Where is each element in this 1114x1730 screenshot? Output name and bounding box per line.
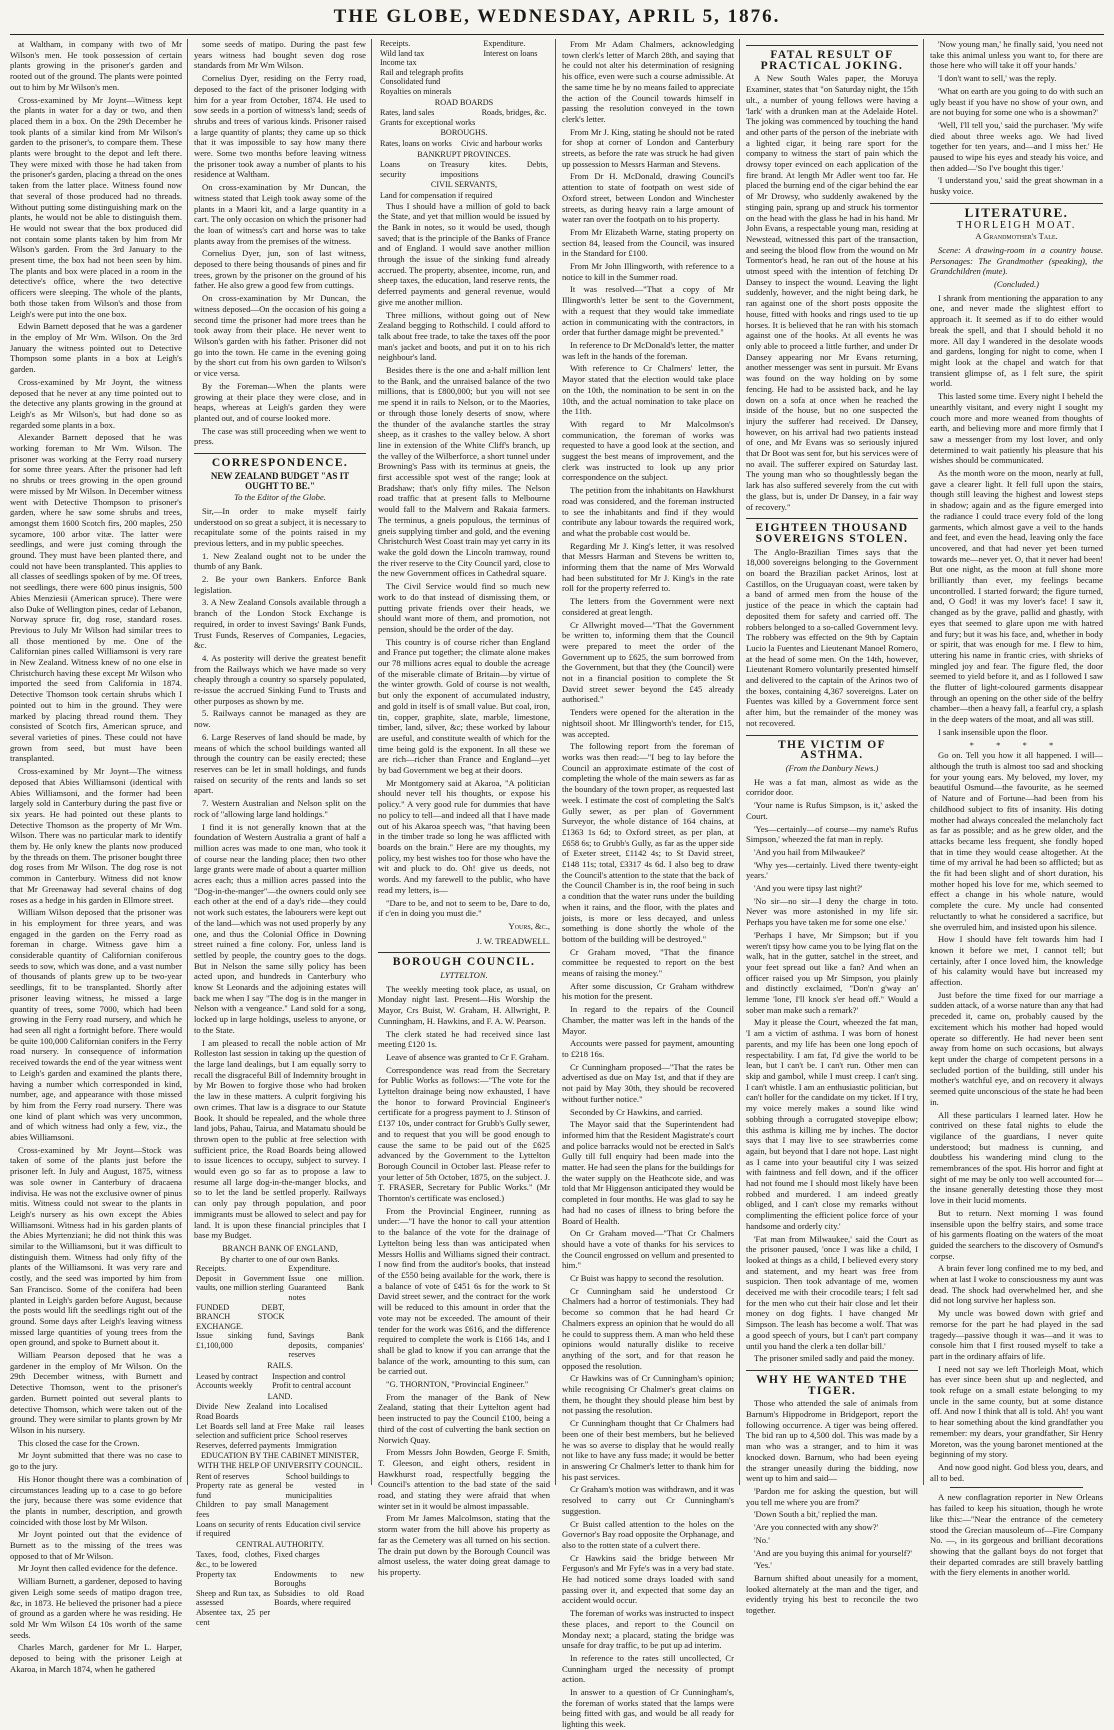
- paragraph: 'Yes—certainly—of course—my name's Rufus Simpson,' wheezed the fat man in reply.: [746, 823, 918, 845]
- table-cell: Endowments to new Boroughs: [274, 1569, 364, 1589]
- paragraph: It was resolved—"That a copy of Mr Illingworth's letter be sent to the Government, with a request that they would take immediate action in communicating with the contractors, in order that further damage might be prevented.": [562, 284, 734, 338]
- paragraph: Those who attended the sale of animals from Barnum's Hippodrome in Bridgeport, report the following occurrence. A tiger was being offered. The bid ran up to 4,500 dol. This was made by a man who was a stranger, and to him it was knocked down. Barnum, who had been eyeing the stranger uneasily during the bidding, now went up to him and said—: [746, 1398, 918, 1484]
- letter-sign-off: Yours, &c.,: [508, 920, 550, 931]
- paragraph: In reference to the rates still uncollected, Cr Cunningham urged the necessity of prompt action.: [562, 1652, 734, 1685]
- paragraph: The case was still proceeding when we went to press.: [194, 425, 366, 447]
- letter-salutation: To the Editor of the Globe.: [234, 492, 326, 503]
- paragraph: With regard to Mr Malcolmson's communication, the foreman of works was requested to have a good look at the section, and suggest the best means of improvement, and the clerk was instructed to look up any prior correspondence on the subject.: [562, 418, 734, 483]
- paragraph: Three millions, without going out of New Zealand begging to Rothschild. I could afford to talk about free trade, to take the taxes off the poor man's jacket and boots, and put it on to his rich neighbour's land.: [378, 309, 550, 363]
- table-cell: Issue one million. Guaranteed Bank notes: [288, 1273, 364, 1302]
- paragraph: Cr Hawkins was of Cr Cunningham's opinion; while recognising Cr Chalmer's great claims on them, he thought they should please him best by not passing the resolution.: [562, 1373, 734, 1416]
- table-cell: [481, 87, 550, 97]
- table-cell: Leased by contract: [196, 1371, 258, 1381]
- paragraph: The following report from the foreman of works was then read:—"I beg to lay before the Council an approximate estimate of the cost of completing the whole of the main sewers as far as the boundary of the town proper, as requested last week. I estimate the cost of completing the Salt's Gully sewer, as per plan of Government Surveyor, the whole distance of 164 chains, at £1363 1s 6d; to Oxford street, as per plan, at £658 6s; to Grubb's Gully, as far as the upper side of Exeter street, £1142 4s; to St David street, £148 11s; total, £3317 4s 6d. I also beg to draw the Council's attention to the state that the back of the Council Chamber is in, the roof being in such a condition that the water runs under the building when it rains, and the floor, with the plates and joists, is more or less decayed, and unless something is done shortly the whole of the bottom of the building will be destroyed.": [562, 741, 734, 944]
- paragraph: 'Your name is Rufus Simpson, is it,' asked the Court.: [746, 800, 918, 821]
- paragraph: 1. New Zealand ought not to be under the thumb of any Bank.: [194, 550, 366, 572]
- borough-location: LYTTELTON.: [440, 970, 488, 981]
- paragraph: The prisoner smiled sadly and paid the money.: [754, 1353, 915, 1364]
- columns: [10, 39, 1104, 1730]
- paragraph: With reference to Cr Chalmers' letter, the Mayor stated that the election would take place on the 10th, the nomination to be sent in on the 10th, and the actual nomination to take place on the 11th.: [562, 363, 734, 417]
- table-row: [194, 1570, 366, 1589]
- paragraph: How I should have felt towards him had I known it before we met, I cannot tell; but certainly, after I once loved him, the knowledge of his calamity would have but increased my affection.: [930, 934, 1103, 988]
- account-table: [194, 1391, 366, 1451]
- table-cell: FUNDED DEBT, BRANCH STOCK EXCHANGE.: [196, 1302, 285, 1331]
- paragraph: Thus I should have a million of gold to back the State, and yet that million would be issued by the Bank in notes, so it would be used, though saved; that is the principle of the Banks of France and of England. I would save another million through the issue of the sinking fund already accrued. The property, absentee, income, run, and sheep taxes, the education, land reserve rents, the deferred payments and general revenue, would give me another million.: [378, 200, 550, 307]
- account-table: [378, 39, 550, 97]
- paragraph: I need not say we left Thorleigh Moat, which has ever since been shut up and neglected, and took refuge on a small estate belonging to my uncle in the same county, but at some distance off. And now I think that all is told. Ah! you want to hear something about the kind grandfather you remember: my dears, your grandfather, Sir Henry Moreton, was the young baronet mentioned at the beginning of my story.: [930, 1363, 1103, 1460]
- table-cell: Property tax: [196, 1569, 237, 1579]
- letter-title: NEW ZEALAND BUDGET "AS IT OUGHT TO BE.": [210, 470, 350, 492]
- paragraph: Cornelius Dyer, jun, son of last witness, deposed to there being thousands of pines and fir trees, grown by the prisoner on the ground of his father. He also grew a good few from cuttings.: [194, 248, 366, 291]
- paragraph: Cr Cunningham said he understood Cr Chalmers had a horror of testimonials. They had become so common that he had heard Cr Chalmers express an opinion that he would do all he could to suppress them. A man who held these opinions would naturally dislike to receive anything of the sort, and for that reason he opposed the resolution.: [562, 1285, 734, 1371]
- table-cell: Property rate as general fund: [196, 1481, 282, 1500]
- paragraph: A brain fever long confined me to my bed, and when at last I woke to consciousness my aunt was dead. The shock had overwhelmed her, and she did not long survive her hapless son.: [930, 1263, 1103, 1306]
- table-row: [194, 1441, 366, 1451]
- paragraph: From Mr John Illingworth, with reference to a notice to kill in the Summer road.: [562, 261, 734, 282]
- heading-wanted-tiger: WHY HE WANTED THE TIGER.: [746, 1370, 918, 1396]
- paragraph: This closed the case for the Crown.: [18, 1437, 140, 1448]
- paragraph: The Anglo-Brazilian Times says that the 18,000 sovereigns belonging to the Government on board the Brazilian packet Arinos, lost at Castillos, on the Uruguayan coast, were taken by a band of armed men from the house of the justice of the peace in which the captain had deposited them for safety and carried off. The robbers belonged to a so-called Government levy. The robbery was effected on the 9th by Captain Lucio la Fuentes and Lieutenant Manoel Romero, at the head of some men. On the 14th, however, Lieutenant Romero voluntarily presented himself and delivered to the captain of the Arinos two of the boxes, containing 4,367 sovereigns. Later on Fuentes was killed by a Government force sent after him, but the remainder of the money was not recovered.: [746, 546, 918, 728]
- table-cell: School buildings to: [285, 1471, 350, 1481]
- table-heading: BANKRUPT PROVINCES.: [417, 149, 511, 159]
- table-cell: Rail and telegraph profits: [380, 67, 464, 77]
- column-5: [746, 39, 924, 1616]
- table-heading: CENTRAL AUTHORITY.: [236, 1539, 324, 1549]
- table-row: [378, 160, 550, 179]
- masthead: THE GLOBE, WEDNESDAY, APRIL 5, 1876.: [10, 0, 1104, 35]
- article-sovereigns-stolen: [746, 547, 918, 729]
- paragraph: A New South Wales paper, the Moruya Examiner, states that "on Saturday night, the 15th ult., a number of young fellows were having a 'lark' with a drunken man at the Adelaide Hotel. The joking was commenced by touching the hand and other parts of the person of the inebriate with a lighted cigar, it being rare sport for the company to witness the start of pain which the drowsy toper evinced on each application of the fire brand. At length Mr Adler went too far. He placed the burning end of the cigar behind the ear of Mr Drowsy, who suddenly awakened by the stinging pain, sprang up and struck his tormentor on the head with the glass he had in his hand. Mr John Evans, a respectable young man, residing at Newstead, witnessed this part of the transaction, and seeing the blood flow from the wound on Mr Tormentor's head, he ran out of the house at his utmost speed with the intention of fetching Dr Dansey to inspect the wound. Leaving the light suddenly, however, and the night being dark, he ran against one of the short posts opposite the house, fitted with hooks and rings used to tie up horses. It is believed that he ran with his stomach against one of the hooks. At all events he was only able to proceed a little further, and under Dr Dansey appearing nor Mr Evans returning, another messenger was sent in pursuit. Mr Evans was found on the way holding on by some fencing. He had to be assisted back, and he lay down on a sofa at once when he reached the inside of the house, but no one suspected the injury the sufferer had received. Dr Dansey, however, on his arrival had two patients instead of one, and Mr Evans was so seriously injured that Dr Boot was sent for, but his services were of no avail. The sufferer expired on Saturday last. The young man who so thoughtlessly began the lark has also suffered severely from the cut with the glass, but is, under Dr Dansey, in a fair way of recovery.": [746, 73, 918, 512]
- paragraph: On Cr Graham moved—"That Cr Chalmers should have a vote of thanks for his services to the Council engrossed on vellum and presented to him.": [562, 1228, 734, 1271]
- table-heading: LAND.: [267, 1391, 293, 1401]
- paragraph: The weekly meeting took place, as usual, on Monday night last. Present—His Worship the Mayor, Crs Buist, W. Graham, H. Allwright, P. Cunningham, H. Hawkins, and F. A. W. Pearson.: [378, 983, 550, 1026]
- account-table: [194, 1360, 366, 1391]
- article-wanted-tiger: [746, 1398, 918, 1615]
- paragraph: 4. As posterity will derive the greatest benefit from the Railways which we have made so very cheaply through a country so sparsely populated, re-issue the accrued Sinking Fund to Trusts and other purposes as shown by me.: [194, 652, 366, 706]
- budget-tables: [194, 1243, 366, 1627]
- budget-tables-continued: [378, 39, 550, 201]
- table-cell: Expenditure.: [288, 1264, 331, 1274]
- paragraph: Edwin Barnett deposed that he was a gardener in the employ of Mr Wm. Wilson. On the 3rd January the witness pointed out to Detective Thompson some plants in a box at Leigh's garden.: [10, 321, 182, 375]
- table-row: [194, 1520, 366, 1539]
- paragraph: 'No.': [754, 1534, 770, 1545]
- letter-body: [194, 506, 366, 1241]
- table-cell: Treasury kites. Debts, impositions: [440, 160, 548, 179]
- table-heading: RAILS.: [267, 1361, 293, 1371]
- table-cell: Absentee tax, 25 per cent: [196, 1607, 271, 1627]
- table-cell: Receipts.: [196, 1264, 227, 1274]
- table-row: [378, 58, 550, 68]
- table-heading: ROAD BOARDS: [434, 97, 494, 107]
- paragraph: William Pearson deposed that he was a gardener in the employ of Mr Wilson. On the 29th December witness, with Burnett and Detective Thomson, went to the prisoner's garden. Burnett pointed out several plants to detective Thomson, which were taken out of the ground. They were similar to plants grown by Mr Wilson in his nursery.: [10, 1350, 182, 1435]
- paragraph: May it please the Court, wheezed the fat man, 'I am a victim of asthma. I was born of honest parents, and my life has been one long epoch of respectability. I am fat, I'd give the world to be lean, but I can't be. I can't run. Other men can skip and gambol, while I must creep. I can't sing. I can't whistle. I am an enthusiastic politician, but can't holler for the candidate on my ticket. If I try, my voice merely makes a sound like wind sobbing through a corrugated stovepipe elbow; this asthma is killing me by inches. The doctor says that I may live to see strawberries come again, but beyond that I dare not hope. Last night as I came into your beautiful city I was seized with faintness and fell down, and if the officer had not found me I should most likely have been robbed and murdered. I am indeed greatly obliged, and I can't close my remarks without complimenting the efficient police force of your handsome and orderly city.': [746, 1017, 918, 1231]
- table-heading: BOROUGHS.: [440, 128, 488, 138]
- table-row: [194, 1402, 366, 1421]
- table-cell: Roads, bridges, &c.: [481, 108, 547, 118]
- paragraph: some seeds of matipo. During the past few years witness had bought seven dog rose standards from Mr Wm Wilson.: [194, 39, 366, 71]
- table-row: [378, 49, 550, 59]
- paragraph: 'Pardon me for asking the question, but will you tell me where you are from?': [746, 1486, 918, 1507]
- paragraph: "Dare to be, and not to seem to be, Dare to do, if c'en in doing you must die.": [378, 897, 550, 919]
- paragraph: Mr Joynt then called evidence for the defence.: [18, 1563, 178, 1574]
- table-row: [194, 1500, 366, 1519]
- story-subtitle: A Grandmother's Tale.: [975, 231, 1058, 242]
- paragraph: Go on. Tell you how it all happened. I will—although the truth is almost too sad and shocking for your young ears. My beloved, my lover, my beautiful Osmund—the favourite, as he seemed of Nature and of Fortune—had been from his childhood subject to fits of insanity. His doting mother had always concealed the melancholy fact as far as possible; and as he grew older, and the attacks became less frequent, she fondly hoped that in time they would cease altogether. At the time of my arrival he had been so afflicted; but as the fit had been slight and of short duration, his mother hoped his love for me, which seemed to effect a change in his whole nature, would complete the cure. My uncle had consented reluctantly to what he considered a sacrifice, but she overruled him, and insisted upon his silence.: [930, 750, 1103, 932]
- section-heading-literature: LITERATURE.: [930, 203, 1103, 219]
- borough-council-report: [378, 984, 550, 1578]
- table-cell: [481, 77, 550, 87]
- table-cell: Loans on security of rents if required: [196, 1519, 282, 1539]
- table-row: [194, 1550, 366, 1569]
- paragraph: 5. Railways cannot be managed as they are now.: [194, 708, 366, 730]
- heading-fatal-joking: FATAL RESULT OF PRACTICAL JOKING.: [746, 45, 918, 71]
- table-cell: Loans on security: [380, 160, 437, 179]
- table-row: [378, 139, 550, 149]
- paragraph: I find it is not generally known that at the foundation of Western Australia a grant of half a million acres was made to one man, who took it of course near the landing place; then two other large grants were made of about a quarter million acres each; thus a million acres passed into the "Dog-in-the-manger"—the owners could only see each other at the end of a day's ride—they could not work such estates, the labourers were kept out of the land—which was not used properly by any one, and thus the Colonial Office in Downing street ruined a fine colony. For, unless land is settled by people, the country goes to the dogs. But in Nelson the same silly policy has been acted upon, and hundreds in Canterbury who know St Leonards and the adjoining estates will back me when I say "The dog is in the manger in Nelson with a vengeance." Land sold for a song, locked up in large holdings, useless to anyone, or to the State.: [194, 821, 366, 1035]
- paragraph: 'No sir—no sir—I deny the charge in toto. Never was more astonished in my life sir. Perhaps you have taken me for some one else.': [746, 895, 918, 928]
- table-row: [378, 77, 550, 87]
- table-row: [194, 1303, 366, 1332]
- paragraph: Mr Montgomery said at Akaroa, "A politician should never tell his thoughts, or expose his policy." A very good rule for dummies that have no policy to tell—and indeed all that I have made out of his Akaroa speech was, "that having been in the timber trade so long he was afflicted with boards on the brain." Here are my thoughts, my policy, my best wishes too for those who have the wit and pluck to do. Oh! give us deeds, not words. And my farewell to the public, who have read my letters, is—: [378, 777, 550, 895]
- account-table: [378, 179, 550, 200]
- table-heading: CIVIL SERVANTS,: [430, 180, 498, 190]
- divider: [950, 1487, 1083, 1488]
- paragraph: Mr Joynt pointed out that the evidence of Burnett as to the missing of the trees was opposed to that of Mr Wilson.: [10, 1529, 182, 1561]
- table-row: [378, 87, 550, 97]
- paragraph: 3. A New Zealand Consols available through a branch of the London Stock Exchange is required, in order to invest Savings' Bank Funds, Trust Funds, Reserves of Companies, Legacies, &c.: [194, 597, 366, 651]
- account-table: [378, 127, 550, 148]
- paragraph: Cr Buist called attention to the holes on the Governor's Bay road opposite the Orphanage, and also to the rotten state of a culvert there.: [562, 1518, 734, 1550]
- paragraph: Besides there is the one and a-half million lent to the Bank, and the unraised balance of the two millions, that is £800,000; but you will not see me spend it in rails to Nelson, or to the Maories, or through those lonely deserts of snow, where the thunder of the avalanche startles the stray sheep, as it crashes to the valley below. A short line in extension of the White Cliff's branch, up the valley of the Wilberforce, a short tunnel under Browning's Pass with its terminus at gneis, the first accessible spot west of the range; look at Bradshaw; that's only fifty miles. The Nelson road traffic that at present falls to Melbourne would fall to the Malvern and Rakaia farmers. The terminus, a gneis populous, the terminus of gneis supplying timber and gold, and the evening Christchurch West Coast train may yet carry in its wake the gold down the Lincoln tramway, round the river reserve to the City Council yard, close to the new Government offices in Cathedral square.: [378, 365, 550, 579]
- table-row: [378, 191, 550, 201]
- table-cell: Grants for exceptional works: [380, 117, 476, 127]
- table-row: [378, 68, 550, 78]
- article-fatal-joking: [746, 73, 918, 512]
- letter-continued: [378, 201, 550, 919]
- paragraph: 'Yes.': [754, 1560, 772, 1571]
- table-cell: Inspection and control: [272, 1371, 346, 1381]
- table-row: [194, 1481, 366, 1500]
- paragraph: Sir,—In order to make myself fairly understood on so great a subject, it is necessary to recapitulate some of the points raised in my previous letters, and in my public speeches.: [194, 505, 366, 548]
- paragraph: The clerk stated he had received since last meeting £120 1s.: [378, 1028, 550, 1050]
- paragraph: William Wilson deposed that the prisoner was in his employment for three years, and was engaged in the garden on the Ferry road as foreman in charge. Witness gave him a considerable quantity of Californian coniferous seeds to sow, which was done, and a vast number of thousands of plants grew up to be two-year seedlings, fit to be transplanted. Shortly after prisoner leaving witness, he missed a large quantity of trees, some 7000, which had been growing in the Ferry road nursery, and which he had seen all right a fortnight before. There would be quite 100,000 Californian conifers in the Ferry road nursery. In consequence of information received towards the end of the year witness went to Leigh's garden and examined the plants there, having a number which corresponded in kind, number, age, and appearance with those missed by him from the Ferry road nursery. There was one kind of plant which was very uncommon, and of which witness had only a few, viz., the abies Williamsoni.: [10, 907, 182, 1143]
- account-table: [194, 1450, 366, 1538]
- paragraph: In regard to the repairs of the Council Chamber, the matter was left in the hands of the Mayor.: [562, 1004, 734, 1036]
- paragraph: I sank insensible upon the floor.: [938, 726, 1048, 737]
- paragraph: Cr Cunningham thought that Cr Chalmers had been one of their best members, but he believed he was so averse to display that he would really not like to have any fuss made; it would be better in answering Cr Chalmer's letter to thank him for his past services.: [562, 1418, 734, 1482]
- paragraph: 'Why yes—certainly. Lived there twenty-eight years.': [746, 859, 918, 881]
- table-row: [194, 1331, 366, 1360]
- table-row: [194, 1274, 366, 1303]
- table-cell: Let Boards sell land at Free selection and sufficient price: [196, 1421, 292, 1441]
- paragraph: William Burnett, a gardener, deposed to having given Leigh some seeds of matipo dragon tree, &c, in 1873. He believed the prisoner had a piece of ground as a garden where he was residing. He sold Mr Wm Wilson £4 10s worth of the same seeds.: [10, 1576, 182, 1640]
- paragraph: Cr Cunningham proposed—"That the rates be advertised as due on May 1st, and that if they are not paid by May 30th, they should be recovered without further notice.": [562, 1061, 734, 1104]
- paragraph: All these particulars I learned later. How he contrived on these fatal nights to elude the vigilance of the guardians, I never quite understood; but madness is cunning, and doubtless his wandering mind clung to the remembrances of the spot. His horror and fight at sight of me may be only too well accounted for—the insane generally detesting those they most love in their lucid moments.: [930, 1109, 1103, 1206]
- story-scene: Scene: A drawing-room in a country house. Personages: The Grandmother (speaking), the Grandchildren (mute).: [930, 244, 1103, 277]
- table-row: [194, 1472, 366, 1482]
- table-row: [194, 1264, 366, 1274]
- paragraph: 'And are you buying this animal for yourself?': [754, 1547, 912, 1558]
- paragraph: Cr Buist was happy to second the resolution.: [570, 1273, 724, 1284]
- table-subheading: By charter to one of our own Banks.: [220, 1254, 340, 1264]
- paragraph: Correspondence was read from the Secretary for Public Works as follows:—"The vote for the Lyttelton drainage being now exhausted, I have the honor to forward Provincial Engineer's certificate for a progress payment to J. Stinson of £137 10s, under contract for Grubb's Gully sewer, and to request that you will be good enough to cause the same to be paid out of the £625 advanced by the Government to the Lyttelton Borough Council in October last. Please refer to your letter of 5th October, 1875, on the subject. J. T. FRASER, Secretary for Public Works." (Mr Thornton's certificate was enclosed.): [378, 1064, 550, 1204]
- paragraph: Barnum shifted about uneasily for a moment, looked alternately at the man and the tiger, and evidently trying his best to reconcile the two together.: [746, 1572, 918, 1616]
- table-cell: Subsidies to old Road Boards, where required: [274, 1588, 364, 1608]
- paragraph: 'Fat man from Milwaukee,' said the Court as the prisoner paused, 'once I was like a child, I looked at things as a child, I believed every story and statement, and my heart was free from suspicion. Then took advantage of me, women deceived me with their crocodile tears; I felt sad for the men who cut their hair close and let their money on dog fights. I have changed Mr Simpson. The leash has become a wolf. That was a good speech of yours, but I can't part company until you hand the clerk a ten dollar bill.': [746, 1233, 918, 1351]
- table-cell: Sheep and Run tax, as assessed: [196, 1588, 271, 1608]
- paragraph: Cross-examined by Mr Joynt, the witness deposed that he never at any time pointed out to the detective any plants growing in the ground at Leigh's as Mr Wilson's, but had done so as regarded some plants in a box.: [10, 376, 182, 430]
- paragraph: From Mr J. King, stating he should not be rated for shop at corner of London and Canterbury streets, as before the rate was struck he had given up possession to Messrs Harman and Stevens.: [562, 126, 734, 169]
- paragraph: His Honor thought there was a combination of circumstances leading up to a case to go before the jury, because there was some evidence that the plants in number, description, and growth coincided with those lost by Mr Wilson.: [10, 1473, 182, 1527]
- paragraph: 'What on earth are you going to do with such an ugly beast if you have no show of your own, and are not buying for some one who is a showman?': [930, 85, 1103, 118]
- table-cell: Profit to central account: [272, 1381, 352, 1391]
- paragraph: By the Foreman—When the plants were growing at their place they were close, and in heaps, whereas at Leigh's garden they were planted out, and of course looked more.: [194, 380, 366, 423]
- table-row: [194, 1372, 366, 1382]
- table-cell: Income tax: [380, 58, 417, 68]
- paragraph: From the Provincial Engineer, running as under:—"I have the honor to call your attention to the balance of the vote for the drainage of Lyttelton being less than was anticipated when Messrs Hollis and Williams signed their contract. I now find from the auditor's books, that instead of the £550 being available for the work, there is a balance of vote of £451 6s for the work to St David street sewer, and the contract for the work will be reduced to this amount in order that the vote may not be exceeded. The amount of their tender for the work was £616, and the difference required to complete the work is £166 14s, and I shall be glad to know if you can arrange that the balance of the work, amounting to this sum, can be carried out.: [378, 1205, 550, 1377]
- paragraph: Cross-examined by Mr Joynt—Stock was taken of some of the plants just before the prisoner left. In July and August, 1875, witness was sole owner in Canterbury of dracaena indivisa. He was not the exclusive owner of pinus mitis. Witness could not swear to the plants in Leigh's nursery as his own except the Abies Williamsoni. Witness had in his garden plants of the Abies Myrtenziani; he did not think this was similar to the Williamsoni, but it was difficult to distinguish them. Witness had only fifty of the plants of the Williamsoni. It was very rare and costly, and the seed was imported by him from San Francisco. Some of the conifera had been planted in Leigh's garden before August, because the posts would lift the seedlings right out of the ground. Some days after Leigh's leaving witness missed large quantities of young trees from the open ground, and spoke to Burnett about it.: [10, 1144, 182, 1348]
- paragraph: 'Now young man,' he finally said, 'you need not take this animal unless you want to, for there are those here who will take it off your hands.': [930, 39, 1103, 71]
- paragraph: From Mr Elizabeth Warne, stating property on section 84, leased from the Council, was insured in the Standard for £100.: [562, 226, 734, 259]
- table-cell: Rates, land sales: [380, 108, 435, 118]
- paragraph: 'Down South a bit,' replied the man.: [754, 1509, 878, 1520]
- table-row: [378, 39, 550, 49]
- table-cell: be vested in municipalities: [285, 1481, 364, 1500]
- paragraph: From Dr H. McDonald, drawing Council's attention to state of footpath on west side of Oxford street, between London and Winchester streets, as during heavy rain a large amount of water ran over the footpath on to his property.: [562, 171, 734, 225]
- paragraph: But to return. Next morning I was found insensible upon the belfry stairs, and some trace of his garments floating on the waters of the moat guided the searchers to the discovery of Osmund's corpse.: [930, 1207, 1103, 1261]
- story-body: [930, 293, 1103, 738]
- account-table: [378, 97, 550, 128]
- paragraph: 'I don't want to sell,' was the reply.: [938, 73, 1057, 84]
- table-cell: Rent of reserves: [196, 1471, 250, 1481]
- heading-victim-of-asthma: THE VICTIM OF ASTHMA.: [746, 735, 918, 761]
- paragraph: 2. Be your own Bankers. Enforce Bank legislation.: [194, 574, 366, 595]
- column-6: [930, 39, 1108, 1578]
- article-conflagration-reporter: [930, 1492, 1103, 1578]
- paragraph: Cross-examined by Mr Joynt—Witness kept the plants in water for a day or two, and then placed them in a box. On the 29th December he took plants of a similar kind from Mr Wilson's garden to the prisoner's, to compare them. These plants were brought to the depot and left there. They were mixed with those he had taken from the prisoner's garden, placing a thread on the ones taken from the latter place. Witness found now that several of those produced had no threads. Without putting some distinguishing mark on the plants, he would not be able to distinguish them. He would not swear that the box produced did not contain some plants taken by him from Mr Wilson's garden. From the 3rd January to the present time, the box had not been seen by him. The plants and box were placed in a room in the detective's office, where the two detective officers were sleeping. The whole of the plants, both those taken from Wilson's and those from Leigh's were put into the one box.: [10, 94, 182, 319]
- table-row: [378, 118, 550, 128]
- paragraph: Mr Joynt submitted that there was no case to go to the jury.: [10, 1450, 182, 1472]
- section-heading-borough-council: BOROUGH COUNCIL.: [378, 952, 550, 968]
- paragraph: He was a fat man, almost as wide as the corridor door.: [746, 776, 918, 798]
- table-cell: Royalties on minerals: [380, 86, 452, 96]
- paragraph: 'Perhaps I have, Mr Simpson; but if you weren't tipsy how came you to be lying flat on the walk, hat in the gutter, satchel in the street, and your feet spread out like a fan? And when an officer raised you up Mr Simpson, you plainly and distinctly exclaimed, "Don'n g'way an' lemme 'lone, I'll knock s'er head off." Would a sober man make such a remark?': [746, 929, 918, 1015]
- table-cell: Expenditure.: [483, 39, 526, 48]
- paragraph: Just before the time fixed for our marriage a sudden attack, of a worse nature than any that had preceded it, came on, probably caused by the excitement which his mother had hoped would operate so differently. He had never been sent away from home on such occasions, but always kept under the charge of competent persons in a secluded portion of the building, still under his mother's watchful eye, and on recovery it always seemed quite unconscious of the state he had been in.: [930, 989, 1103, 1107]
- paragraph: 'I understand you,' said the great showman in a husky voice.: [930, 175, 1103, 197]
- table-cell: [481, 68, 550, 78]
- column-3: [378, 39, 556, 1577]
- table-cell: [481, 58, 550, 68]
- paragraph: The Mayor said that the Superintendent had informed him that the Resident Magistrate's court and police barracks would not be erected in Salt's Gully till full enquiry had been made into the matter. He had seen the plans for the buildings for the water supply on the Heathcote side, and was told that Mr Higgenson anticipated they would be completed in four months. He was glad to say he had had no cases of illness to bring before the Board of Health.: [562, 1119, 734, 1226]
- paragraph: 'Well, I'll tell you,' said the purchaser. 'My wife died about three weeks ago. We had lived together for ten years, and—and I miss her.' He paused to wipe his eyes and steady his voice, and then added—'So I've bought this tiger.': [930, 119, 1103, 173]
- table-cell: [480, 118, 550, 128]
- table-cell: Children to pay small fees: [196, 1500, 282, 1519]
- table-heading: EDUCATION BY THE CABINET MINISTER, WITH THE HELP OF UNIVERSITY COUNCIL.: [197, 1451, 363, 1470]
- paragraph: Cross-examined by Mr Joynt—The witness deposed that Abies Williamsoni (identical with Abies Williamsoni, and the former had been largely sold in Canterbury during the past five or six years. He had pointed out these plants to Detective Thomson as the property of Mr Wm. Wilson. There was no particular mark to identify them by. He only knew the plants now produced by the threads on them. The prisoner bought three dog roses from Mr Wilson. The dog rose is not common in Canterbury. Witness did not know that Mr Greenaway had several chains of dog roses as a hedge in his garden in Ellmore street.: [10, 766, 182, 905]
- paragraph: A new conflagration reporter in New Orleans has failed to keep his situation, though he wrote like this:—"Near the entrance of the cemetery stood the Grecian mausoleum of—Fire Company No. —, in its gorgeous and brilliant decorations showing that the gallant boys do not forget that their departed comrades are still bravely battling with the fiery elements in another world.: [930, 1492, 1103, 1578]
- paragraph: From Mr Adam Chalmers, acknowledging town clerk's letter of March 28th, and saying that he could not alter his determination of resigning his office, even were such a course admissible. At the same time he by no means failed to appreciate the action of the Council towards himself in passing the resolution conveyed in the town clerk's letter.: [562, 39, 734, 124]
- paragraph: In reference to Dr McDonald's letter, the matter was left in the hands of the foreman.: [562, 339, 734, 361]
- paragraph: Seconded by Cr Hawkins, and carried.: [570, 1106, 703, 1117]
- table-cell: Fixed charges: [274, 1550, 320, 1560]
- paragraph: The foreman of works was instructed to inspect these places, and report to the Council on Monday next; a placard, stating the bridge was unsafe for dray traffic, to be put up ad interim.: [562, 1608, 734, 1651]
- table-row: [194, 1608, 366, 1627]
- table-cell: Wild land tax: [380, 48, 425, 58]
- paragraph: 6. Large Reserves of land should be made, by means of which the school buildings wanted all through the country can be easily erected; these reserves can be let in small holdings, and funds raised on security of the rents and lands so set apart.: [194, 731, 366, 796]
- table-cell: Receipts.: [380, 39, 411, 48]
- table-cell: Reserves, deferred payments: [196, 1440, 291, 1450]
- account-table: [194, 1539, 366, 1627]
- column-1: [10, 39, 188, 1674]
- story-concluded: (Concluded.): [993, 279, 1040, 290]
- paragraph: 'And you were tipsy last night?': [754, 883, 863, 894]
- paragraph: at Waltham, in company with two of Mr Wilson's men. He took possession of certain plants growing in the prisoner's garden and rooted out of the ground. The plants were pointed out to him by Mr Wilson's men.: [10, 39, 182, 92]
- table-heading: BRANCH BANK OF ENGLAND,: [222, 1243, 338, 1253]
- account-table: [194, 1243, 366, 1360]
- table-cell: Consolidated fund: [380, 77, 441, 87]
- table-cell: Accounts weekly: [196, 1381, 253, 1391]
- paragraph: In answer to a question of Cr Cunningham's, the foreman of works stated that the lamps were being fitted with gas, and would be all ready for lighting this week.: [562, 1687, 734, 1730]
- paragraph: And now good night. God bless you, dears, and all to bed.: [930, 1462, 1103, 1483]
- paragraph: Regarding Mr J. King's letter, it was resolved that Messrs Harman and Stevens be written to, informing them that the name of Mrs Worwald had been substituted for Mr J. King's in the rate roll for the property referred to.: [562, 540, 734, 594]
- paragraph: 'Are you connected with any show?': [754, 1522, 879, 1533]
- table-cell: [286, 1303, 366, 1332]
- paragraph: "G. THORNTON, "Provincial Engineer.": [386, 1379, 529, 1390]
- paragraph: This lasted some time. Every night I beheld the unearthly visitant, and every night I sought my couch more and more weaned from thoughts of earth, and believing more and more firmly that I saw a messenger from my lost lover, and only determined to wait patiently his pleasure that his wishes should be communicated.: [930, 391, 1103, 466]
- court-report-continued: [194, 39, 366, 447]
- table-cell: Rates, loans on works: [380, 138, 452, 148]
- table-row: [194, 1381, 366, 1391]
- asthma-source: (From the Danbury News.): [785, 763, 879, 773]
- table-cell: Localised: [295, 1402, 328, 1412]
- article-tiger-continued: [930, 39, 1103, 197]
- paragraph: The letters from the Government were next considered at great length.: [562, 596, 734, 617]
- table-cell: Deposit in Government vaults, one million sterling: [196, 1273, 285, 1293]
- table-cell: [272, 1608, 366, 1627]
- table-cell: Education civil service: [285, 1519, 361, 1529]
- paragraph: Tenders were opened for the alteration in the nightsoil shoot. Mr Illingworth's tender, for £15, was accepted.: [562, 707, 734, 739]
- story-body-continued: [930, 750, 1103, 1483]
- column-4: [562, 39, 740, 1730]
- table-cell: Management: [285, 1500, 329, 1510]
- letter-author: J. W. TREADWELL.: [476, 935, 550, 946]
- paragraph: Cr Graham moved, "That the finance committee be requested to report on the best means of raising the money.": [562, 946, 734, 979]
- paragraph: 7. Western Australian and Nelson split on the rock of "allowing large land holdings.": [194, 798, 366, 819]
- table-cell: Make rail leases School reserves: [295, 1421, 364, 1441]
- paragraph: On cross-examination by Mr Duncan, the witness stated that Leigh took away some of the plants in a Maori kit, and a large quantity in a cart. The only occasion on which the prisoner had the loan of witness's cart and horse was to take plants away from the premises of the witness.: [194, 182, 366, 246]
- table-cell: Issue sinking fund, £1,100,000: [196, 1331, 285, 1350]
- paragraph: My uncle was bowed down with grief and remorse for the part he had played in the sad tragedy—passive though it was—and it was to console him that I first roused myself to take a part in the ordinary affairs of life.: [930, 1308, 1103, 1361]
- table-cell: Immigration: [295, 1440, 337, 1450]
- table-cell: [544, 191, 550, 201]
- paragraph: Cr Hawkins said the bridge between Mr Ferguson's and Mr Fyfe's was in a very bad state. He had noticed some drays loaded with sand passing over it, and expected that some day an accident would occur.: [562, 1552, 734, 1606]
- paragraph: Alexander Barnett deposed that he was working foreman to Mr Wm. Wilson. The prisoner was working at the Ferry road nursery for some three years. After the prisoner had left no shrubs or trees growing in the open ground were missed by Mr Wilson. In December witness went with Detective Thompson to prisoner's garden, where he saw some shrubs and trees, amongst them 1600 Scotch firs, 200 maples, 250 sycamore, 100 arbor vitæ. The latter were seedlings, and were just coming through the ground. They must have been planted there, and could not have been transplanted. This applies to all classes of seedlings spoken of by me. Of trees, not seedlings, there were 600 pinus insignis, 500 Abies Menziesii (American spruce). There were also Duke of Wellington pines, cedar of Lebanon, Norway spruce fir, dog rose, standard roses. Previous to July Mr Wilson had similar trees to all those mentioned by me. One of the Californian pines called Williamsoni is very rare in New Zealand. Witness knew of no one else in Christchurch having these except Mr Wilson who imported the seed from California in 1874. Detective Thomson took certain shrubs which I pointed out to him in the ground. They were marked by placing thread round them. They consisted of Scotch firs, American spruce, and several varieties of pines. These could not have grown from seed, but must have been transplanted.: [10, 432, 182, 764]
- paragraph: On cross-examination by Mr Duncan, the witness deposed—On the occasion of his going a second time the prisoner had more trees than he took away from their place. He never went to Wilson's garden with his father. Prisoner did not go into the town. He came in the evening going by the short cut from his own garden to Wilson's or vice versa.: [194, 293, 366, 379]
- heading-sovereigns-stolen: EIGHTEEN THOUSAND SOVEREIGNS STOLEN.: [746, 518, 918, 544]
- section-break-stars: * * * *: [969, 739, 1064, 750]
- table-cell: Civic and harbour works: [461, 138, 543, 148]
- column-2: [194, 39, 372, 1627]
- table-row: [194, 1589, 366, 1608]
- paragraph: The petition from the inhabitants on Hawkhurst road was considered, and the foreman instructed to see the inhabitants and find if they would contribute any labour towards the required work, and what the probable cost would be.: [562, 485, 734, 538]
- paragraph: After some discussion, Cr Graham withdrew his motion for the present.: [562, 980, 734, 1002]
- paragraph: From Messrs John Bowden, George F. Smith, T. Gleeson, and eight others, resident in Hawkhurst road, respectfully begging the Council's attention to the bad state of the said road, and stating they were afraid that when winter set in it would be almost impassable.: [378, 1447, 550, 1511]
- paragraph: As the month wore on the moon, nearly at full, gave a clearer light. It fell full upon the stairs, though still leaving the highest and lowest steps in shadow; again and as the figure emerged into the radiance I could trace every fold of the long garments, which almost gave a veil to the hands and feet, and even the head, leaving only the face uncovered, and that had never yet been turned towards me—never yet. O, that it never had been! But one night, as the moon at full shone more brilliantly than ever, my feelings became uncontrolled. I started forward; the figure turned, and, O God! it was my lover's face! I saw it, changed as by the grave, pallid and ghastly, with eyes that seemed to glare upon me with hatred and fury; but it was his face, and, whether in body or spirit, that was enough for me. I flew to him, uttering his name in frantic cries, with shrieks of mingled joy and fear. The figure fled, the door seemed to yield before it, and as I followed I saw the flutter of light-coloured garments disappear through an opening on the other side of the belfry chamber—then a heavy fall, a fearful cry, a splash in the deep waters of the moat, and all was still.: [930, 468, 1103, 725]
- paragraph: The Civil Service would find so much new work to do that instead of dismissing them, or putting private friends over their heads, we should want more of them, and promotion, not pension, should be the order of the day.: [378, 581, 550, 634]
- account-table: [378, 149, 550, 180]
- paragraph: Cr Graham's motion was withdrawn, and it was resolved to carry out Cr Cunningham's suggestion.: [562, 1484, 734, 1516]
- paragraph: This country is of course richer than England and France put together; the climate alone makes our 78 millions acres equal to double the acreage of the miserable climate of Britain—by virtue of the winter growth. Gold of course is not wealth, but only the exponent of accumulated industry, and gold in itself is of small value. But coal, iron, tin, copper, graphite, slate, marble, limestone, timber, land, silver, &c; these worked by labour are useful, and constitute wealth of which for the time being gold is the exponent. In all these we are rich—richer than France and England—yet by bad Government we beg at their doors.: [378, 636, 550, 776]
- table-cell: Savings Bank deposits, companies' reserves: [288, 1331, 364, 1360]
- table-cell: Land for compensation if required: [380, 190, 493, 200]
- table-cell: Taxes, food, clothes, &c., to be lowered: [196, 1550, 271, 1569]
- table-row: [378, 108, 550, 118]
- paragraph: Cr Allwright moved—"That the Government be written to, informing them that the Council were prepared to meet the order of the Government up to £625, the sum borrowed from the Government, but that they (the Council) were not in a financial position to complete the St David street sewer beyond the £45 already authorised.": [562, 619, 734, 705]
- story-title: THORLEIGH MOAT.: [956, 219, 1077, 231]
- paragraph: Accounts were passed for payment, amounting to £218 16s.: [562, 1038, 734, 1059]
- paragraph: I shrank from mentioning the apparation to any one, and never made the slightest effort to approach it. It seemed as if to do either would break the spell, and that I should behold it no more. All day I wandered in the desolate woods and gardens, longing for night to come, when I might look at the chapel and watch for that transient glimpse of, as I felt sure, the spirit world.: [930, 292, 1103, 389]
- paragraph: Cornelius Dyer, residing on the Ferry road, deposed to the fact of the prisoner lodging with him for a year from October, 1874. He used to sow seeds in a portion of witness's land; seeds of shrubs and trees of various kinds. Prisoner raised a large quantity of plants; they came up so thick that it was impossible to say how many there were. Some two months before leaving witness the prisoner took away a number of plants to his residence at Waltham.: [194, 73, 366, 180]
- paragraph: From Mr James Malcolmson, stating that the storm water from the hill above his property as far as the Cemetery was all turned on his section. The drain put down by the Borough Council was almost useless, the water doing great damage to his property.: [378, 1513, 550, 1577]
- paragraph: I am pleased to recall the noble action of Mr Rolleston last session in taking up the question of the large land dealings, but I am equally sorry to recall the disgraceful Bill of Indemnity brought in by Mr Bowen to forgive those who had broken the law in these matters. A culprit forgiving his own crimes. That law is a disgrace to our Statute Book. It should be repealed, and the whole three land jobs, Pahau, Tairua, and Matamatu should be thrown open to the public at free selection with sufficient price, the Road Boards being allowed to issue licences to occupy, subject to survey. I would even go so far as to propose a law to resume all large dog-in-the-manger blocks, and so to let the land be settled properly. Railways can only pay through population, and poor immigrants must be allowed to select and pay for land. It is upon these financial principles that I base my Budget.: [194, 1037, 366, 1241]
- article-victim-of-asthma: [746, 777, 918, 1364]
- paragraph: Leave of absence was granted to Cr F. Graham.: [386, 1051, 550, 1062]
- paragraph: 'And you hail from Milwaukee?': [754, 846, 866, 857]
- paragraph: From the manager of the Bank of New Zealand, stating that their Lyttelton agent had been instructed to pay the Council £100, being a third of the cost of culverting the bank section on Norwich Quay.: [378, 1391, 550, 1445]
- section-heading-correspondence: CORRESPONDENCE.: [194, 453, 366, 469]
- table-cell: Divide New Zealand into Road Boards: [196, 1402, 292, 1422]
- table-cell: Interest on loans: [483, 48, 538, 58]
- table-row: [194, 1422, 366, 1441]
- paragraph: Charles March, gardener for Mr L. Harper, deposed to being with the prisoner Leigh at Akaroa, in March 1874, when he gathered: [10, 1642, 182, 1674]
